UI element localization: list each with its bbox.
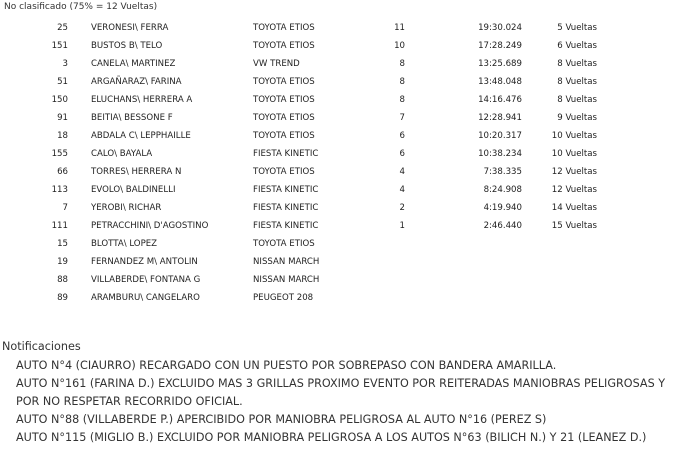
laps-count: 1 — [399, 221, 405, 231]
car-number: 7 — [62, 203, 68, 213]
laps-behind: 15 Vueltas — [551, 221, 597, 231]
result-row — [0, 128, 695, 146]
notification-item: AUTO N°161 (FARINA D.) EXCLUIDO MAS 3 GRILLAS PROXIMO EVENTO POR REITERADAS MANIOBRAS PELIGROSAS Y — [16, 377, 666, 390]
result-row — [0, 20, 695, 38]
total-time: 13:25.689 — [478, 59, 522, 69]
total-time: 12:28.941 — [478, 113, 522, 123]
total-time: 14:16.476 — [478, 95, 522, 105]
total-time: 2:46.440 — [483, 221, 522, 231]
car-number: 113 — [51, 185, 68, 195]
notification-item: AUTO N°88 (VILLABERDE P.) APERCIBIDO POR MANIOBRA PELIGROSA AL AUTO N°16 (PEREZ S) — [16, 413, 547, 426]
total-time: 8:24.908 — [483, 185, 522, 195]
result-row — [0, 74, 695, 92]
car-model: FIESTA KINETIC — [253, 149, 319, 159]
notifications-list — [16, 357, 695, 447]
car-model: NISSAN MARCH — [253, 275, 320, 285]
result-row — [0, 110, 695, 128]
driver-names: PETRACCHINI\ D'AGOSTINO — [91, 221, 209, 231]
driver-names: ARAMBURU\ CANGELARO — [91, 293, 200, 303]
result-row — [0, 38, 695, 56]
car-number: 66 — [57, 167, 68, 177]
driver-names: VERONESI\ FERRA — [91, 23, 169, 33]
result-row — [0, 236, 695, 254]
laps-behind: 10 Vueltas — [551, 149, 597, 159]
car-model: TOYOTA ETIOS — [253, 23, 315, 33]
total-time: 19:30.024 — [478, 23, 522, 33]
car-number: 25 — [57, 23, 68, 33]
laps-count: 4 — [399, 167, 405, 177]
car-number: 51 — [57, 77, 68, 87]
total-time: 4:19.940 — [483, 203, 522, 213]
laps-count: 10 — [394, 41, 405, 51]
driver-names: FERNANDEZ M\ ANTOLIN — [91, 257, 198, 267]
car-model: TOYOTA ETIOS — [253, 239, 315, 249]
car-number: 150 — [51, 95, 68, 105]
car-model: FIESTA KINETIC — [253, 203, 319, 213]
total-time: 13:48.048 — [478, 77, 522, 87]
laps-count: 11 — [394, 23, 405, 33]
laps-behind: 8 Vueltas — [557, 59, 597, 69]
car-number: 88 — [57, 275, 68, 285]
laps-count: 4 — [399, 185, 405, 195]
car-number: 18 — [57, 131, 68, 141]
car-model: FIESTA KINETIC — [253, 185, 319, 195]
car-number: 19 — [57, 257, 68, 267]
notification-item: AUTO N°115 (MIGLIO B.) EXCLUIDO POR MANIOBRA PELIGROSA A LOS AUTOS N°63 (BILICH N.) Y 21 (LEANEZ D.) — [16, 431, 647, 444]
notification-item: AUTO N°4 (CIAURRO) RECARGADO CON UN PUESTO POR SOBREPASO CON BANDERA AMARILLA. — [16, 359, 557, 372]
result-row — [0, 56, 695, 74]
driver-names: CANELA\ MARTINEZ — [91, 59, 176, 69]
laps-count: 2 — [399, 203, 405, 213]
car-model: TOYOTA ETIOS — [253, 113, 315, 123]
driver-names: VILLABERDE\ FONTANA G — [91, 275, 201, 285]
car-model: TOYOTA ETIOS — [253, 41, 315, 51]
laps-behind: 10 Vueltas — [551, 131, 597, 141]
result-row — [0, 272, 695, 290]
result-row — [0, 164, 695, 182]
result-row — [0, 218, 695, 236]
result-row — [0, 92, 695, 110]
laps-behind: 12 Vueltas — [551, 167, 597, 177]
driver-names: BEITIA\ BESSONE F — [91, 113, 173, 123]
laps-count: 8 — [399, 77, 405, 87]
driver-names: ABDALA C\ LEPPHAILLE — [91, 131, 191, 141]
laps-behind: 5 Vueltas — [557, 23, 597, 33]
total-time: 10:38.234 — [478, 149, 522, 159]
driver-names: CALO\ BAYALA — [91, 149, 153, 159]
notification-item: POR NO RESPETAR RECORRIDO OFICIAL. — [16, 395, 243, 408]
car-number: 155 — [51, 149, 68, 159]
laps-count: 7 — [399, 113, 405, 123]
car-number: 151 — [51, 41, 68, 51]
unclassified-results-table — [0, 20, 695, 308]
total-time: 17:28.249 — [478, 41, 522, 51]
car-model: PEUGEOT 208 — [253, 293, 314, 303]
laps-count: 8 — [399, 95, 405, 105]
car-model: VW TREND — [253, 59, 300, 69]
car-model: TOYOTA ETIOS — [253, 167, 315, 177]
result-row — [0, 146, 695, 164]
result-row — [0, 182, 695, 200]
total-time: 10:20.317 — [478, 131, 522, 141]
driver-names: BLOTTA\ LOPEZ — [91, 239, 158, 249]
total-time: 7:38.335 — [483, 167, 522, 177]
laps-behind: 14 Vueltas — [551, 203, 597, 213]
driver-names: TORRES\ HERRERA N — [91, 167, 182, 177]
car-model: FIESTA KINETIC — [253, 221, 319, 231]
laps-count: 6 — [399, 149, 405, 159]
driver-names: EVOLO\ BALDINELLI — [91, 185, 176, 195]
laps-behind: 8 Vueltas — [557, 77, 597, 87]
car-number: 91 — [57, 113, 68, 123]
driver-names: ARGAÑARAZ\ FARINA — [91, 77, 182, 87]
laps-behind: 6 Vueltas — [557, 41, 597, 51]
car-model: TOYOTA ETIOS — [253, 95, 315, 105]
car-number: 89 — [57, 293, 68, 303]
driver-names: YEROBI\ RICHAR — [91, 203, 162, 213]
notifications-title: Notificaciones — [2, 340, 81, 353]
car-model: NISSAN MARCH — [253, 257, 320, 267]
car-model: TOYOTA ETIOS — [253, 131, 315, 141]
result-row — [0, 200, 695, 218]
laps-behind: 12 Vueltas — [551, 185, 597, 195]
unclassified-heading: No clasificado (75% = 12 Vueltas) — [4, 2, 158, 12]
car-number: 111 — [51, 221, 68, 231]
laps-behind: 8 Vueltas — [557, 95, 597, 105]
car-number: 3 — [62, 59, 68, 69]
result-row — [0, 290, 695, 308]
result-row — [0, 254, 695, 272]
car-number: 15 — [57, 239, 68, 249]
laps-count: 6 — [399, 131, 405, 141]
driver-names: ELUCHANS\ HERRERA A — [91, 95, 193, 105]
laps-behind: 9 Vueltas — [557, 113, 597, 123]
laps-count: 8 — [399, 59, 405, 69]
car-model: TOYOTA ETIOS — [253, 77, 315, 87]
driver-names: BUSTOS B\ TELO — [91, 41, 163, 51]
